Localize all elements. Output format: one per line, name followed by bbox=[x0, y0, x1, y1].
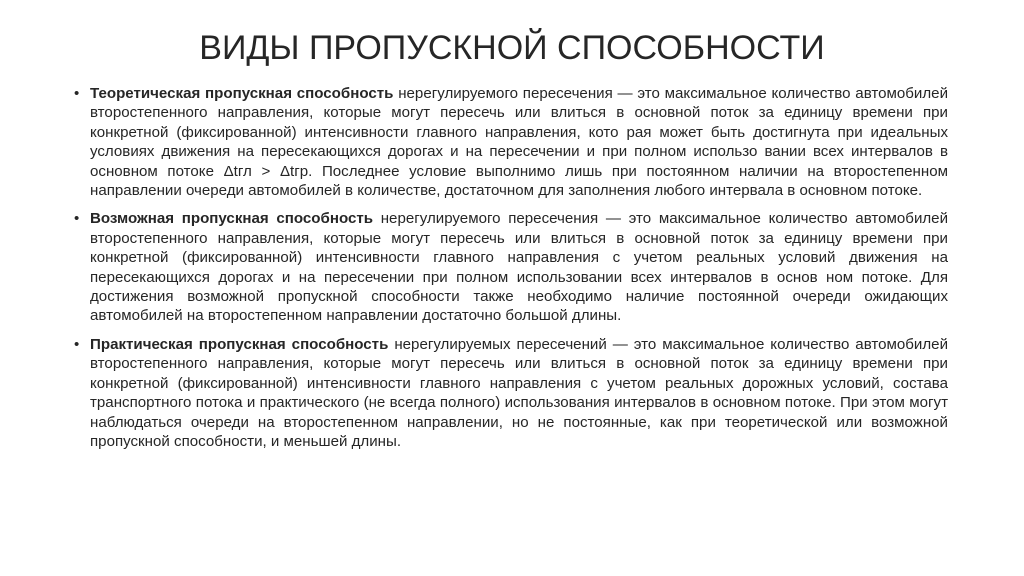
bullet-dot-icon: • bbox=[74, 85, 80, 102]
bullet-dot-icon: • bbox=[74, 335, 80, 353]
definition-text: нерегулируемых пересечений — это максимальное количество автомобилей второстепенного направления, которые могут пересечь или влиться в основной поток за единицу времени при конкретной (фиксированной) интенсивности главного направления с учетом реальных дорожных условий, состава транспортного потока и практического (не всегда полного) использования интервалов в основном потоке. При этом могут наблюдаться очереди на второстепенном направлении, но не постоянные, как при теоретической или возможной пропускной способности, и меньшей длины. bbox=[90, 335, 948, 450]
list-item bbox=[68, 335, 948, 451]
list-item bbox=[68, 209, 948, 325]
term-theoretical: Теоретическая пропускная способность bbox=[90, 85, 394, 102]
definition-text: нерегулируемого пересечения — это максимальное количество автомобилей второстепенного направления, которые могут пересечь или влиться в основной поток за единицу времени при конкретной (фиксированной) интенсивности главного направления с учетом реальных условий движения на пересекающихся дорогах и на пересечении при полном использовании всех интервалов в основ ном потоке. Для достижения возможной пропускной способности также необходимо наличие постоянной очереди ожидающих автомобилей на второстепенном направлении достаточно большой длины. bbox=[90, 210, 949, 325]
term-practical: Практическая пропускная способность bbox=[90, 335, 389, 353]
definition-text: нерегулируемого пересечения — это максимальное количество автомобилей второстепенного направления, которые могут пересечь или влиться в основной поток за единицу времени при конкретной (фиксированной) интенсивности главного направления, кото рая может быть достигнута при идеальных условиях движения на пересекающихся дорогах и на пересечении и при полном использо вании всех интервалов в основном потоке Δtгл > Δtгр. Последнее условие выполнимо лишь при постоянном наличии на второстепенном направлении очереди автомобилей в количестве, достаточном для заполнения любого интервала в основном потоке. bbox=[90, 85, 949, 200]
slide-title: ВИДЫ ПРОПУСКНОЙ СПОСОБНОСТИ bbox=[199, 29, 825, 67]
term-possible: Возможная пропускная способность bbox=[90, 210, 374, 228]
list-item bbox=[68, 84, 948, 200]
bullet-dot-icon: • bbox=[74, 210, 80, 228]
bullet-list bbox=[68, 84, 948, 460]
